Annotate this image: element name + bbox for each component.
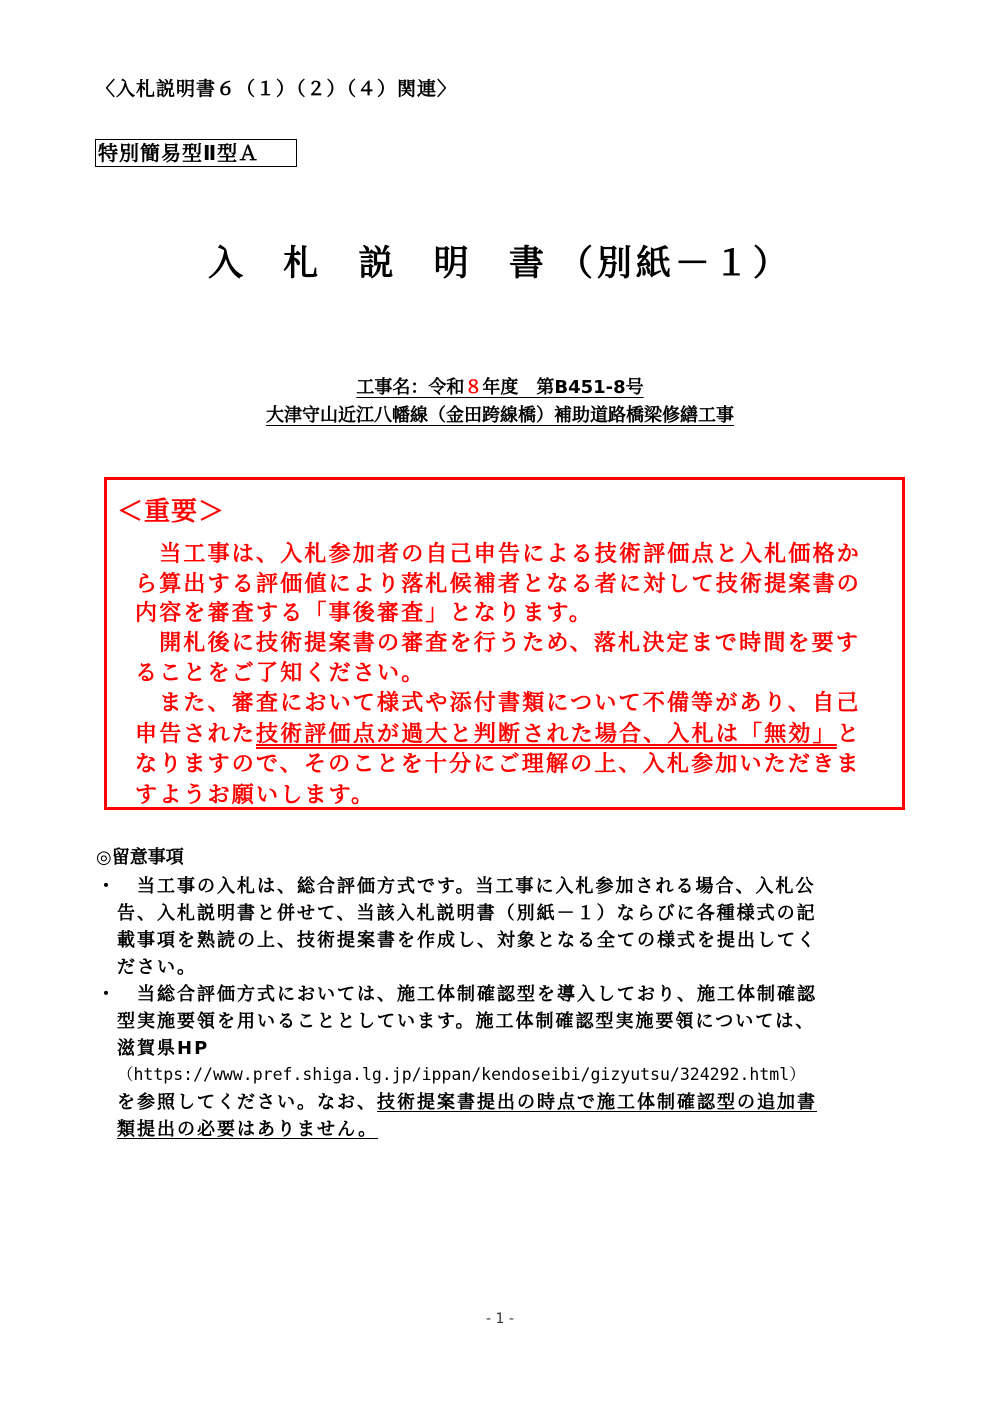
important-line: ら算出する評価値により落札候補者となる者に対して技術提案書の: [135, 572, 862, 597]
page-title-sub: （別紙－１）: [557, 244, 792, 284]
project-name-line: [0, 401, 1000, 427]
note-line: 当工事の入札は、総合評価方式です。当工事に入札参加される場合、入札公: [117, 876, 816, 897]
type-label-box: 特別簡易型Ⅱ型Ａ: [95, 139, 297, 167]
page-number: - 1 -: [486, 1311, 514, 1327]
important-line: 内容を審査する「事後審査」となります。: [135, 601, 594, 626]
note-line-text: を参照してください。なお、: [117, 1092, 377, 1113]
shiga-hp-url-link[interactable]: （https://www.pref.shiga.lg.jp/ippan/kendoseibi/gizyutsu/324292.html）: [117, 1065, 806, 1084]
important-line-text: と: [836, 722, 862, 747]
project-number-line: [0, 373, 1000, 399]
bullet-marker: ・: [97, 984, 115, 1005]
project-year-number: ８: [464, 377, 483, 398]
reference-line: 〈入札説明書６（１）（２）（４）関連〉: [96, 78, 458, 100]
important-line: [135, 717, 861, 748]
project-label-prefix: 工事名：令和: [356, 377, 465, 398]
project-label-suffix: 年度 第B451-8号: [482, 377, 644, 398]
note-line: 載事項を熟読の上、技術提案書を作成し、対象となる全ての様式を提出してく: [117, 930, 817, 951]
note-line: 型実施要領を用いることとしています。施工体制確認型実施要領については、: [117, 1011, 816, 1032]
note-line: [117, 1088, 817, 1114]
note-underlined-text: 技術提案書提出の時点で施工体制確認型の追加書: [377, 1092, 817, 1113]
important-line: 開札後に技術提案書の審査を行うため、落札決定まで時間を要す: [135, 631, 861, 656]
note-line: 滋賀県HP: [117, 1038, 210, 1059]
note-underlined-text: 類提出の必要はありません。: [117, 1119, 379, 1140]
page-title: [0, 236, 1000, 286]
note-line: ださい。: [117, 957, 197, 978]
important-heading: ＜重要＞: [117, 497, 226, 527]
notes-heading: ◎留意事項: [96, 847, 184, 868]
important-line: ることをご了知ください。: [135, 661, 426, 686]
important-line-text: 申告された: [135, 722, 257, 747]
important-line: なりますので、そのことを十分にご理解の上、入札参加いただきま: [135, 752, 861, 777]
note-line: 当総合評価方式においては、施工体制確認型を導入しており、施工体制確認: [117, 984, 817, 1005]
note-line: 告、入札説明書と併せて、当該入札説明書（別紙－１）ならびに各種様式の記: [117, 903, 817, 924]
page-title-main: 入 札 説 明 書: [208, 244, 558, 284]
project-name: 大津守山近江八幡線（金田跨線橋）補助道路橋梁修繕工事: [266, 405, 734, 426]
important-line: また、審査において様式や添付書類について不備等があり、自己: [135, 691, 861, 716]
important-line: すようお願いします。: [135, 783, 376, 808]
bullet-marker: ・: [97, 876, 115, 897]
important-line: 当工事は、入札参加者の自己申告による技術評価点と入札価格か: [135, 542, 862, 567]
important-invalid-warning: 技術評価点が過大と判断された場合、入札は「無効」: [256, 722, 837, 747]
note-line: [117, 1115, 378, 1141]
